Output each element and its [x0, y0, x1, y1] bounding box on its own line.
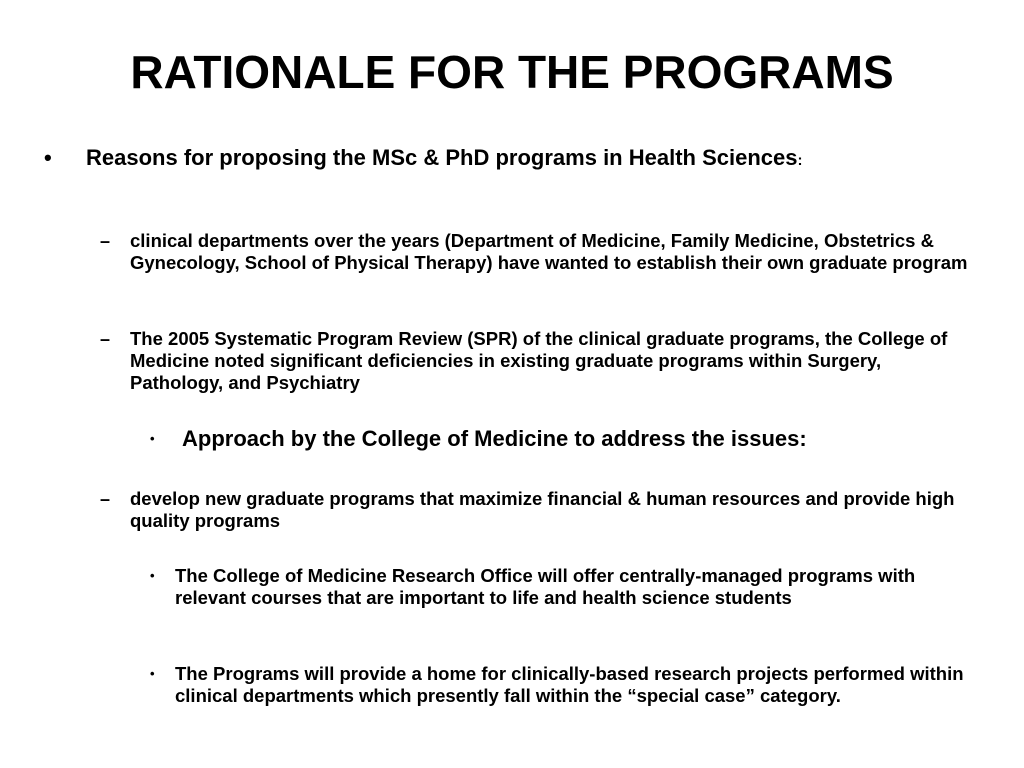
list-item-text: clinical departments over the years (Department of Medicine, Family Medicine, Obstetrics & Gynecology, School of Physical Therapy) have wanted to establish their own graduate program	[130, 230, 968, 273]
dash-marker: –	[100, 231, 111, 251]
list-item-text: The 2005 Systematic Program Review (SPR) of the clinical graduate programs, the College of Medicine noted significant deficiencies in existing graduate programs within Surgery, Pathology, and Psychiatry	[130, 328, 948, 393]
reasons-heading	[86, 144, 986, 175]
sub-bullet-text: The Programs will provide a home for clinically-based research projects performed within clinical departments which presently fall within the “special case” category.	[175, 663, 964, 706]
reasons-heading-text: Reasons for proposing the MSc & PhD programs in Health Sciences	[86, 145, 798, 170]
bullet-marker: •	[150, 431, 155, 446]
list-item-text: develop new graduate programs that maximize financial & human resources and provide high quality programs	[130, 488, 955, 531]
bullet-marker: •	[44, 145, 52, 170]
bullet-marker: •	[150, 666, 155, 681]
bullet-marker: •	[150, 568, 155, 583]
slide-title: RATIONALE FOR THE PROGRAMS	[130, 46, 894, 98]
dash-marker: –	[100, 329, 111, 349]
sub-bullet-text: The College of Medicine Research Office will offer centrally-managed programs with relevant courses that are important to life and health science students	[175, 565, 916, 608]
approach-heading: Approach by the College of Medicine to address the issues:	[182, 426, 807, 451]
reasons-colon: :	[797, 152, 803, 169]
dash-marker: –	[100, 489, 111, 509]
